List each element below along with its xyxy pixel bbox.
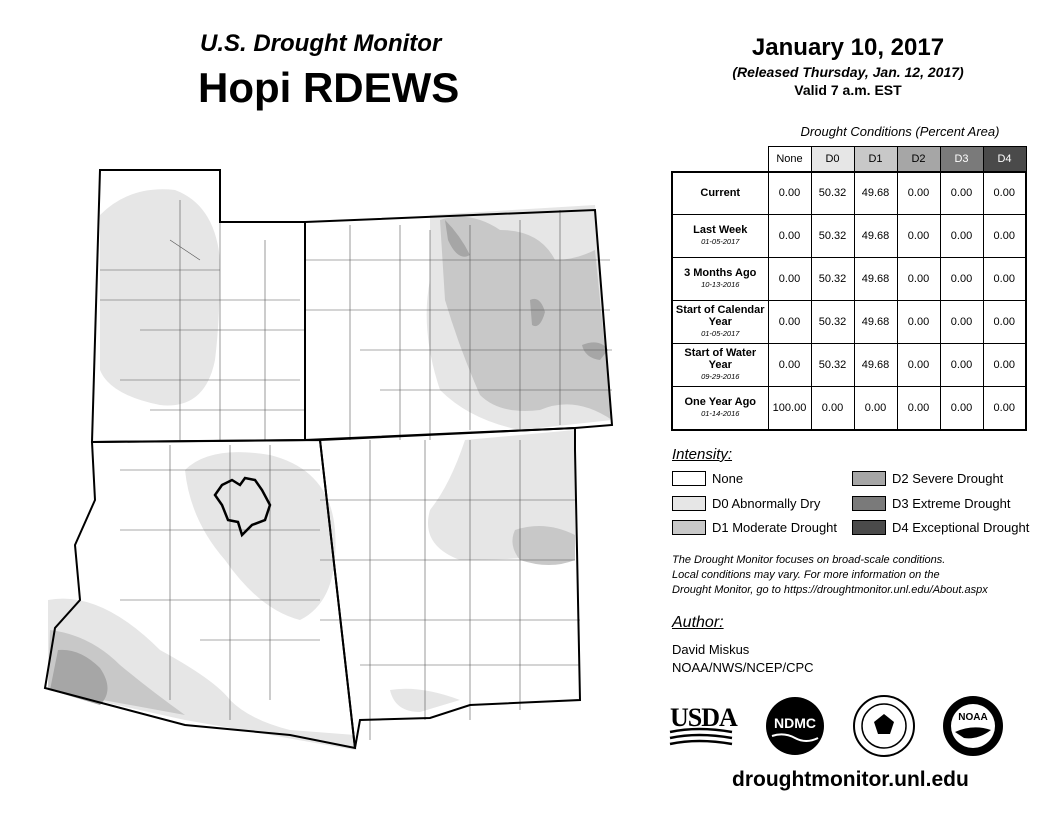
row-label-text: One Year Ago: [684, 395, 757, 408]
date-block: [700, 34, 996, 98]
row-date: 01-05-2017: [701, 329, 740, 338]
drought-map: [40, 160, 620, 760]
col-header-d4: D4: [983, 147, 1026, 172]
row-label: [672, 344, 768, 387]
legend-swatch-d3: [852, 496, 886, 511]
author-org: NOAA/NWS/NCEP/CPC: [672, 660, 814, 675]
table-row: [672, 215, 1026, 258]
table-cell: 100.00: [768, 387, 811, 430]
usda-logo: [670, 703, 738, 744]
table-cell: 0.00: [768, 301, 811, 344]
col-header-d3: D3: [940, 147, 983, 172]
region-title: Hopi RDEWS: [198, 64, 460, 111]
table-cell: 0.00: [811, 387, 854, 430]
table-cell: 49.68: [854, 258, 897, 301]
table-row: [672, 301, 1026, 344]
table-cell: 0.00: [940, 215, 983, 258]
row-label: [672, 172, 768, 215]
disclaimer-line: Drought Monitor, go to https://droughtmonitor.unl.edu/About.aspx: [672, 584, 988, 596]
table-cell: 49.68: [854, 344, 897, 387]
ndmc-logo: [766, 697, 824, 755]
table-cell: 0.00: [983, 301, 1026, 344]
row-label: [672, 215, 768, 258]
row-label-text: 3 Months Ago: [684, 267, 757, 279]
table-row: [672, 258, 1026, 301]
table-cell: 0.00: [983, 215, 1026, 258]
row-label-text: Current: [700, 187, 741, 200]
table-cell: 50.32: [811, 258, 854, 301]
table-body: [672, 172, 1026, 430]
disclaimer-line: Local conditions may vary. For more information on the: [672, 569, 940, 581]
logos: [668, 694, 1018, 764]
legend-swatch-d2: [852, 471, 886, 486]
author-name: David Miskus: [672, 642, 750, 657]
legend-item-d2: [852, 471, 1003, 486]
ndmc-logo-text: NDMC: [774, 715, 816, 731]
row-label: [672, 301, 768, 344]
legend-swatch-none: [672, 471, 706, 486]
table-cell: 49.68: [854, 172, 897, 215]
table-cell: 49.68: [854, 301, 897, 344]
col-header-d2: D2: [897, 147, 940, 172]
row-date: 01-05-2017: [701, 237, 740, 246]
table-row: [672, 172, 1026, 215]
legend-label: D4 Exceptional Drought: [892, 520, 1030, 535]
table-cell: 0.00: [940, 344, 983, 387]
map-title: U.S. Drought Monitor: [200, 30, 442, 57]
d0-area-utah-north: [100, 189, 220, 405]
table-cell: 0.00: [768, 344, 811, 387]
legend-label: D3 Extreme Drought: [892, 496, 1011, 511]
noaa-logo-text: NOAA: [958, 712, 988, 723]
row-label: [672, 258, 768, 301]
legend-swatch-d1: [672, 520, 706, 535]
row-date: 09-29-2016: [701, 372, 740, 381]
table-cell: 50.32: [811, 172, 854, 215]
table-header-row: [672, 147, 1026, 172]
table-cell: 0.00: [897, 215, 940, 258]
col-header-d1: D1: [854, 147, 897, 172]
valid-time: Valid 7 a.m. EST: [794, 82, 902, 98]
table-cell: 0.00: [983, 172, 1026, 215]
legend-item-d1: [672, 520, 837, 535]
row-label-text: Start of Water Year: [684, 347, 757, 371]
legend-item-d0: [672, 496, 820, 511]
legend-swatch-d0: [672, 496, 706, 511]
table-caption: Drought Conditions (Percent Area): [800, 124, 1000, 139]
site-url-link[interactable]: droughtmonitor.unl.edu: [732, 768, 969, 791]
row-date: 10-13-2016: [701, 280, 740, 289]
legend-item-d4: [852, 520, 1029, 535]
table-row: [672, 344, 1026, 387]
table-cell: 0.00: [854, 387, 897, 430]
author-title: Author:: [672, 614, 724, 631]
map-date: January 10, 2017: [751, 34, 945, 61]
table-cell: 50.32: [811, 301, 854, 344]
table-cell: 0.00: [768, 215, 811, 258]
table-cell: 49.68: [854, 215, 897, 258]
table-cell: 0.00: [940, 387, 983, 430]
legend-label: D0 Abnormally Dry: [712, 496, 821, 511]
table-cell: 0.00: [768, 172, 811, 215]
legend-item-d3: [852, 496, 1011, 511]
doc-seal-logo: [854, 696, 914, 756]
table-cell: 50.32: [811, 344, 854, 387]
row-date: 01-14-2016: [701, 408, 740, 418]
col-header-none: None: [768, 147, 811, 172]
legend-label: D2 Severe Drought: [892, 471, 1004, 486]
legend-item-none: [672, 471, 743, 486]
table-cell: 0.00: [940, 301, 983, 344]
disclaimer-line: The Drought Monitor focuses on broad-scale conditions.: [672, 554, 946, 566]
disclaimer: [672, 553, 1042, 598]
usda-logo-text: USDA: [670, 703, 737, 732]
col-header-d0: D0: [811, 147, 854, 172]
drought-conditions-table: [671, 146, 1027, 431]
table-cell: 0.00: [897, 387, 940, 430]
legend-label: None: [712, 471, 744, 486]
release-date: (Released Thursday, Jan. 12, 2017): [732, 64, 964, 80]
table-cell: 0.00: [768, 258, 811, 301]
d1-area-newmexico: [512, 526, 575, 565]
legend-label: D1 Moderate Drought: [712, 520, 838, 535]
table-cell: 0.00: [897, 258, 940, 301]
header-blank-cell: [672, 147, 768, 172]
table-cell: 0.00: [983, 387, 1026, 430]
row-label-text: Last Week: [693, 224, 748, 236]
table-cell: 50.32: [811, 215, 854, 258]
table-cell: 0.00: [897, 344, 940, 387]
table-cell: 0.00: [940, 172, 983, 215]
d0-area-arizona-north: [185, 452, 336, 620]
legend-title: Intensity:: [672, 446, 733, 463]
table-cell: 0.00: [983, 344, 1026, 387]
noaa-logo: [943, 696, 1003, 756]
row-label: [672, 387, 768, 430]
table-cell: 0.00: [983, 258, 1026, 301]
row-label-text: Start of Calendar Year: [675, 304, 765, 328]
legend-swatch-d4: [852, 520, 886, 535]
table-cell: 0.00: [897, 301, 940, 344]
table-cell: 0.00: [940, 258, 983, 301]
table-row: [672, 387, 1026, 430]
table-cell: 0.00: [897, 172, 940, 215]
